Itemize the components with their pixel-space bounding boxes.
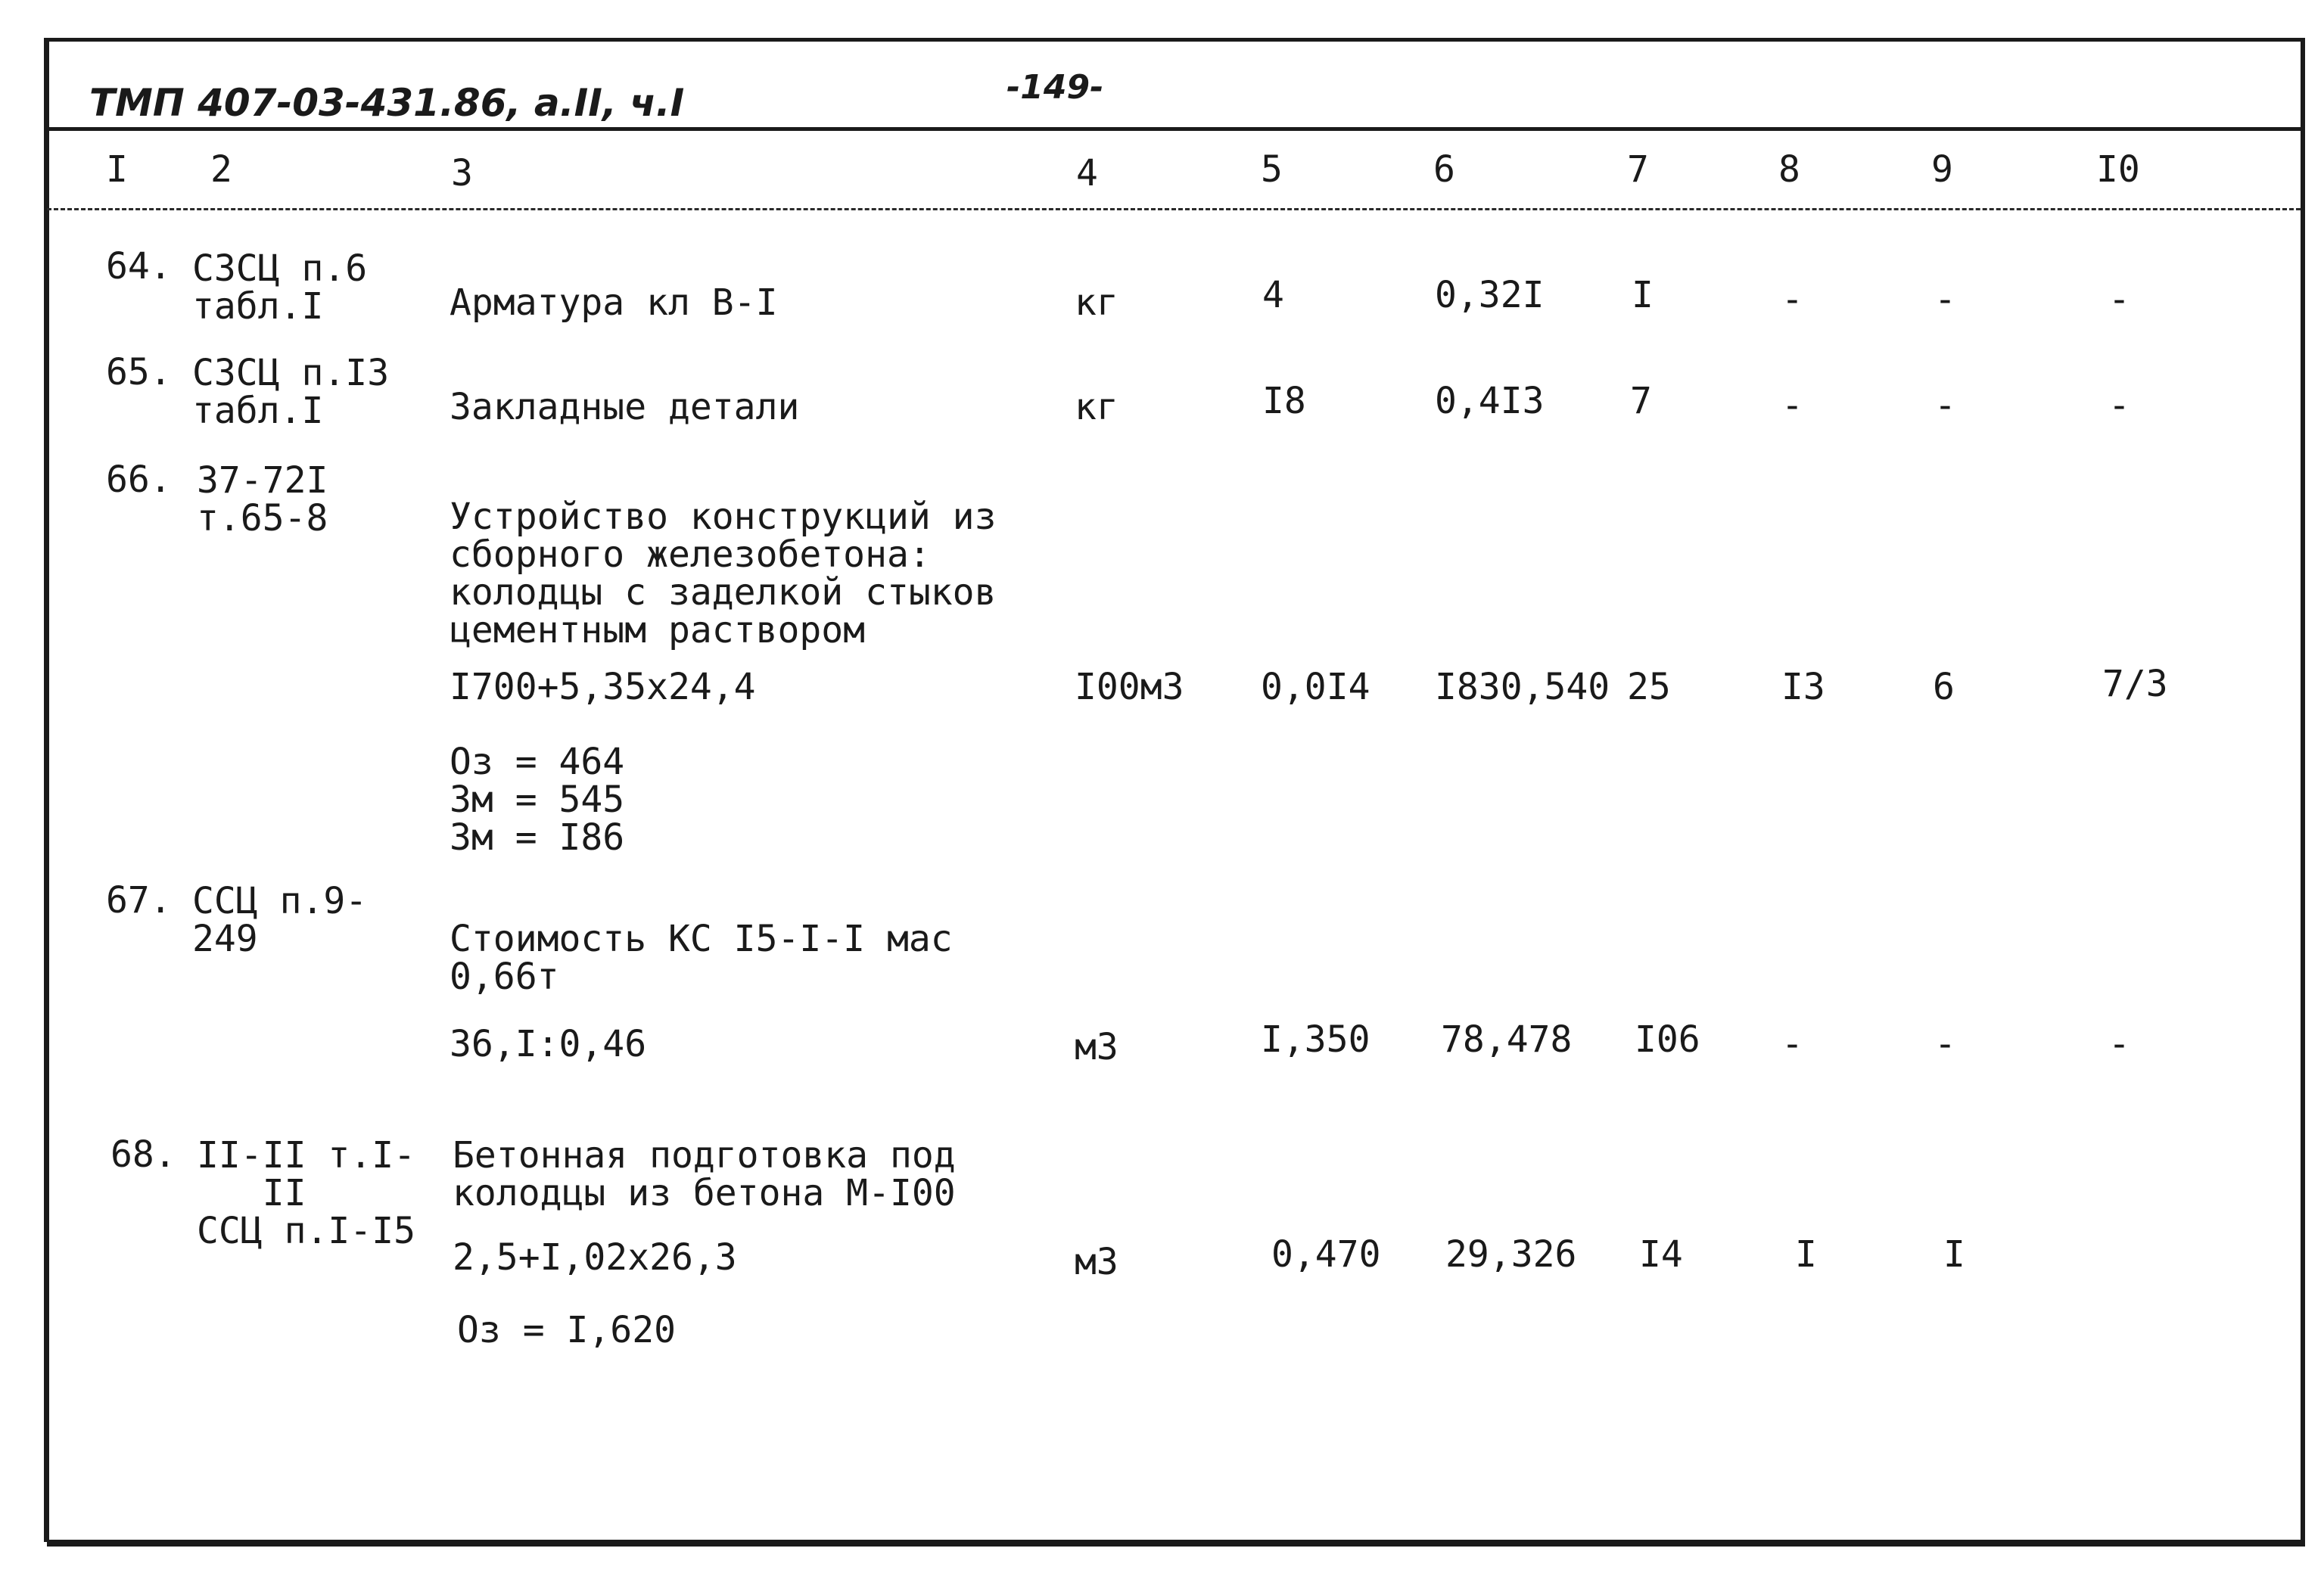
row-65-number: 65. [106,351,172,393]
row-67-col9: - [1934,1023,1956,1065]
row-67-col7: I06 [1635,1018,1700,1061]
column-header-rule [47,208,2301,210]
row-66-formula: I700+5,35х24,4 [450,666,756,708]
page-number: -149- [1006,68,1104,107]
row-65-unit: кг [1075,386,1118,428]
row-65-col9: - [1934,384,1956,427]
row-68-reference: II-II т.I- II ССЦ п.I-I5 [197,1134,415,1252]
row-65-description: Закладные детали [450,386,800,428]
col-header-1: I [106,148,128,191]
col-header-3: 3 [451,152,473,194]
row-66-col7: 25 [1627,666,1671,708]
frame-left-border [44,38,49,1542]
row-65-col7: 7 [1630,380,1652,422]
frame-right-border [2301,38,2305,1542]
row-66-description: Устройство конструкций из сборного железобетона: колодцы с заделкой стыков цементным раствором [450,496,997,651]
row-66-quantity: 0,0I4 [1261,666,1370,708]
col-header-2: 2 [210,148,232,191]
row-64-description: Арматура кл В-I [450,281,778,324]
row-66-col9: 6 [1933,666,1955,708]
row-65-quantity: I8 [1262,380,1306,422]
row-67-col10: - [2108,1023,2130,1065]
row-66-number: 66. [106,459,172,501]
row-65-col8: - [1781,384,1803,427]
row-67-quantity: I,350 [1261,1018,1370,1061]
row-65-unit-price: 0,4I3 [1435,380,1545,422]
row-67-col8: - [1781,1023,1803,1065]
row-66-reference: 37-72I т.65-8 [197,459,328,539]
row-68-formula: 2,5+I,02х26,3 [453,1236,737,1279]
row-64-unit: кг [1075,281,1118,324]
row-67-number: 67. [106,879,172,922]
frame-top-border [44,38,2305,42]
row-68-notes: Оз = I,620 [457,1309,676,1351]
col-header-4: 4 [1076,152,1098,194]
row-68-quantity: 0,470 [1271,1233,1381,1276]
row-68-col7: I4 [1639,1233,1683,1276]
col-header-8: 8 [1778,148,1800,191]
frame-bottom-border [47,1540,2305,1547]
row-67-unit-price: 78,478 [1441,1018,1573,1061]
row-68-col9: I [1943,1233,1965,1276]
row-68-col8: I [1795,1233,1817,1276]
header-rule [44,127,2301,131]
row-66-col8: I3 [1781,666,1825,708]
row-64-reference: СЗСЦ п.6 табл.I [192,247,368,328]
col-header-5: 5 [1261,148,1283,191]
col-header-9: 9 [1931,148,1953,191]
document-code: ТМП 407-03-431.86, а.II, ч.I [89,81,685,125]
row-68-number: 68. [110,1133,176,1176]
row-64-col7: I [1632,274,1654,316]
col-header-10: I0 [2096,148,2140,191]
row-66-notes: Оз = 464 Зм = 545 Зм = I86 [450,741,625,859]
row-65-reference: СЗСЦ п.I3 табл.I [192,352,390,432]
row-67-description: Стоимость КС I5-I-I мас 0,66т [450,918,953,998]
row-68-description: Бетонная подготовка под колодцы из бетона М-I00 [453,1134,956,1214]
row-64-col8: - [1781,278,1803,321]
row-67-formula: 36,I:0,46 [450,1023,647,1065]
row-66-unit-price: I830,540 [1435,666,1610,708]
row-64-col9: - [1934,278,1956,321]
row-68-unit: м3 [1075,1241,1118,1283]
row-64-col10: - [2108,278,2130,321]
row-66-unit: I00м3 [1075,666,1184,708]
row-64-quantity: 4 [1262,274,1284,316]
row-68-unit-price: 29,326 [1445,1233,1577,1276]
row-64-unit-price: 0,32I [1435,274,1545,316]
row-67-unit: м3 [1075,1026,1118,1068]
row-65-col10: - [2108,384,2130,427]
col-header-7: 7 [1627,148,1649,191]
row-66-col10: 7/3 [2102,663,2168,705]
col-header-6: 6 [1433,148,1455,191]
row-64-number: 64. [106,245,172,288]
row-67-reference: ССЦ п.9- 249 [192,880,368,960]
